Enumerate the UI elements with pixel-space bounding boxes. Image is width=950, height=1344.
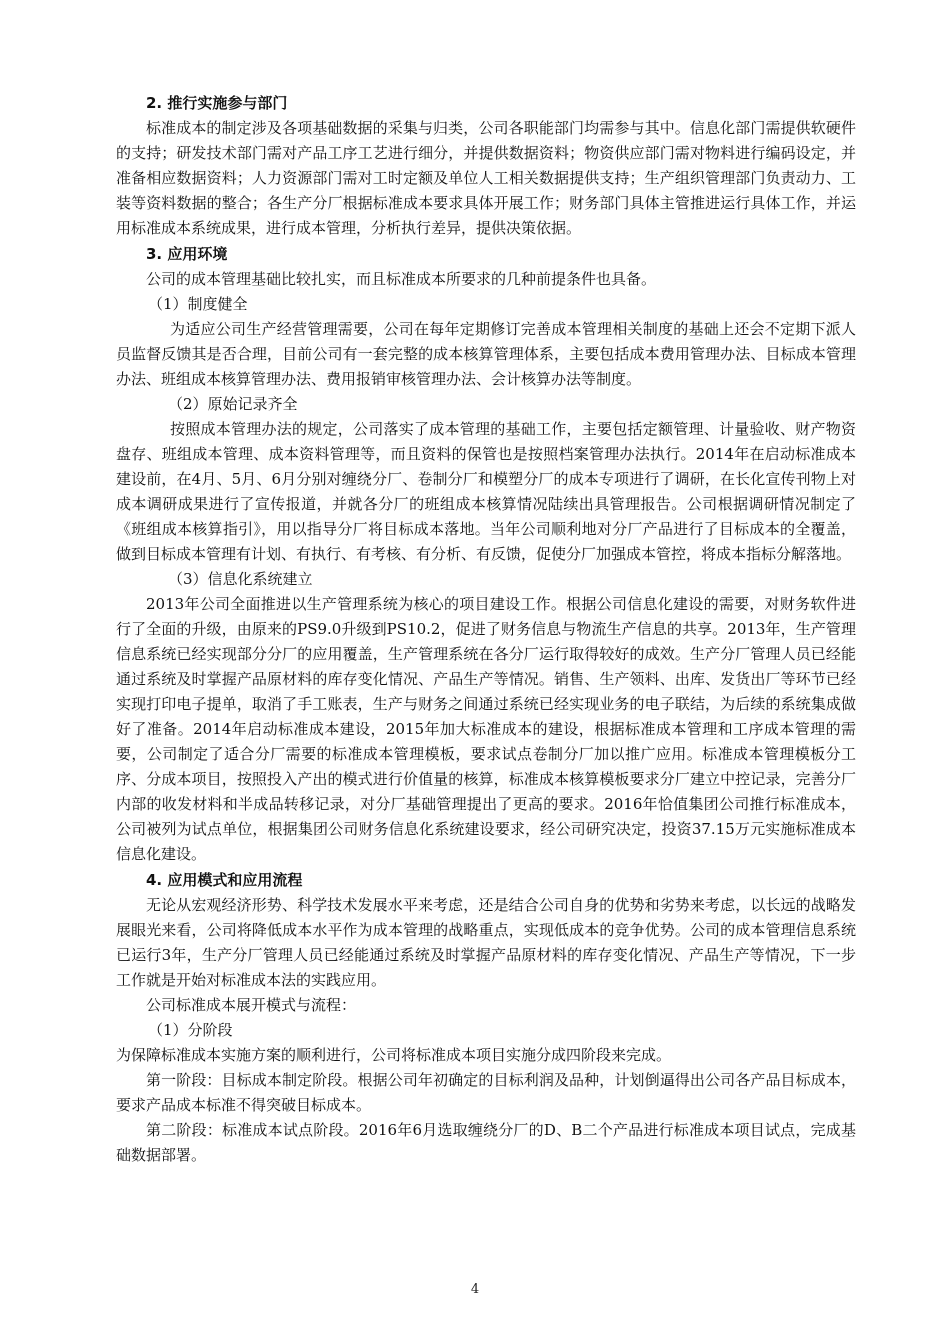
paragraph: 2013年公司全面推进以生产管理系统为核心的项目建设工作。根据公司信息化建设的需要，对财务软件进行了全面的升级，由原来的PS9.0升级到PS10.2，促进了财务信息与物流生产信息的共享。2013年，生产管理信息系统已经实现部分分厂的应用覆盖，生产管理系统在各分厂运行取得较好的成效。生产分厂管理人员已经能通过系统及时掌握产品原材料的库存变化情况、产品生产等情况。销售、生产领料、出库、发货出厂等环节已经实现打印电子提单，取消了手工账表，生产与财务之间通过系统已经实现业务的电子联结，为后续的系统集成做好了准备。2014年启动标准成本建设，2015年加大标准成本的建设，根据标准成本管理和工序成本管理的需要，公司制定了适合分厂需要的标准成本管理模板，要求试点卷制分厂加以推广应用。标准成本管理模板分工序、分成本项目，按照投入产出的模式进行价值量的核算，标准成本核算模板要求分厂建立中控记录，完善分厂内部的收发材料和半成品转移记录，对分厂基础管理提出了更高的要求。2016年恰值集团公司推行标准成本，公司被列为试点单位，根据集团公司财务信息化系统建设要求，经公司研究决定，投资37.15万元实施标准成本信息化建设。 xyxy=(116,595,856,863)
section-heading-3: 3. 应用环境 xyxy=(146,245,228,263)
paragraph: 为保障标准成本实施方案的顺利进行，公司将标准成本项目实施分成四阶段来完成。 xyxy=(116,1046,672,1064)
paragraph-stage-1: 第一阶段：目标成本制定阶段。根据公司年初确定的目标利润及品种，计划倒逼得出公司各产品目标成本，要求产品成本标准不得突破目标成本。 xyxy=(116,1071,856,1114)
subheading-3-3: （3）信息化系统建立 xyxy=(168,570,313,588)
subheading-4-1: （1）分阶段 xyxy=(148,1021,233,1039)
paragraph: 公司的成本管理基础比较扎实，而且标准成本所要求的几种前提条件也具备。 xyxy=(146,270,657,288)
page-number: 4 xyxy=(470,1282,480,1297)
paragraph: 公司标准成本展开模式与流程： xyxy=(146,996,357,1014)
paragraph: 无论从宏观经济形势、科学技术发展水平来考虑，还是结合公司自身的优势和劣势来考虑，以长远的战略发展眼光来看，公司将降低成本水平作为成本管理的战略重点，实现低成本的竞争优势。公司的成本管理信息系统已运行3年，生产分厂管理人员已经能通过系统及时掌握产品原材料的库存变化情况、产品生产等情况，下一步工作就是开始对标准成本法的实践应用。 xyxy=(116,896,856,989)
subheading-3-1: （1）制度健全 xyxy=(148,295,248,313)
paragraph-stage-2: 第二阶段：标准成本试点阶段。2016年6月选取缠绕分厂的D、B二个产品进行标准成本项目试点，完成基础数据部署。 xyxy=(116,1121,856,1164)
subheading-3-2: （2）原始记录齐全 xyxy=(168,395,298,413)
section-heading-2: 2. 推行实施参与部门 xyxy=(146,94,288,112)
paragraph: 按照成本管理办法的规定，公司落实了成本管理的基础工作，主要包括定额管理、计量验收、财产物资盘存、班组成本管理、成本资料管理等，而且资料的保管也是按照档案管理办法执行。2014年在启动标准成本建设前，在4月、5月、6月分别对缠绕分厂、卷制分厂和模塑分厂的成本专项进行了调研，在长化宣传刊物上对成本调研成果进行了宣传报道，并就各分厂的班组成本核算情况陆续出具管理报告。公司根据调研情况制定了《班组成本核算指引》，用以指导分厂将目标成本落地。当年公司顺利地对分厂产品进行了目标成本的全覆盖，做到目标成本管理有计划、有执行、有考核、有分析、有反馈，促使分厂加强成本管控，将成本指标分解落地。 xyxy=(116,420,856,563)
page-content xyxy=(116,90,856,1168)
paragraph: 标准成本的制定涉及各项基础数据的采集与归类，公司各职能部门均需参与其中。信息化部门需提供软硬件的支持；研发技术部门需对产品工序工艺进行细分，并提供数据资料；物资供应部门需对物料进行编码设定，并准备相应数据资料；人力资源部门需对工时定额及单位人工相关数据提供支持；生产组织管理部门负责动力、工装等资料数据的整合；各生产分厂根据标准成本要求具体开展工作；财务部门具体主管推进运行具体工作，并运用标准成本系统成果，进行成本管理，分析执行差异，提供决策依据。 xyxy=(116,119,856,237)
paragraph: 为适应公司生产经营管理需要，公司在每年定期修订完善成本管理相关制度的基础上还会不定期下派人员监督反馈其是否合理，目前公司有一套完整的成本核算管理体系，主要包括成本费用管理办法、目标成本管理办法、班组成本核算管理办法、费用报销审核管理办法、会计核算办法等制度。 xyxy=(116,320,856,388)
section-heading-4: 4. 应用模式和应用流程 xyxy=(146,871,303,889)
